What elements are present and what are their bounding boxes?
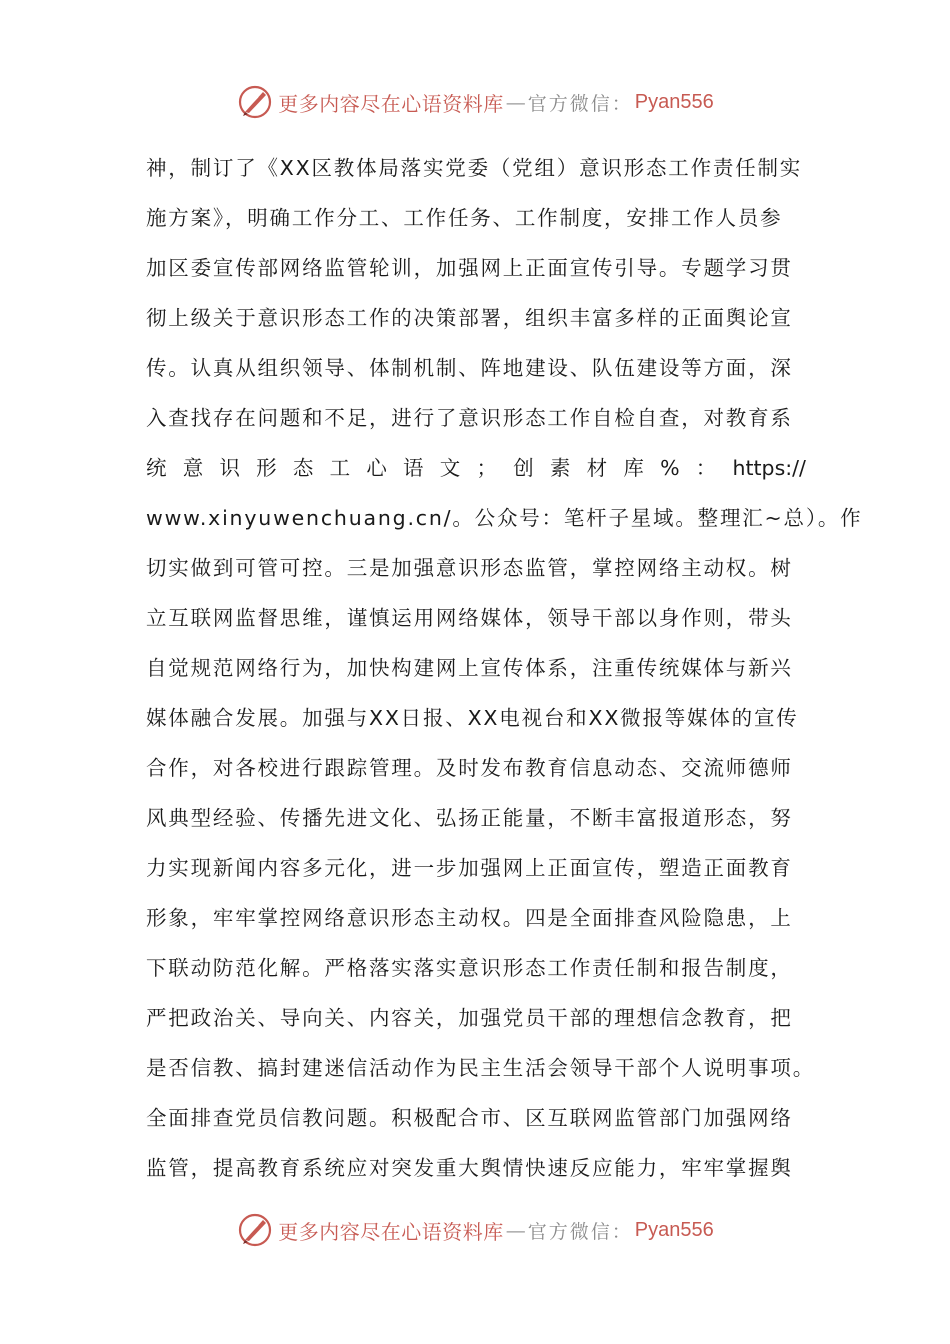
url-text: https:// bbox=[732, 456, 806, 480]
body-line: 全面排查党员信教问题。积极配合市、区互联网监管部门加强网络 bbox=[146, 1106, 793, 1130]
spread-char: 库 bbox=[623, 456, 644, 480]
footer-banner bbox=[0, 1210, 950, 1250]
body-line: 合作，对各校进行跟踪管理。及时发布教育信息动态、交流师德师 bbox=[146, 756, 793, 780]
spread-char: ； bbox=[476, 456, 497, 480]
body-line: 是否信教、搞封建迷信活动作为民主生活会领导干部个人说明事项。 bbox=[146, 1056, 815, 1080]
spread-char: 心 bbox=[366, 456, 387, 480]
header-banner-text: 更多内容尽在心语资料库 bbox=[278, 91, 504, 116]
body-line: 神，制订了《XX区教体局落实党委（党组）意识形态工作责任制实 bbox=[146, 156, 803, 180]
spread-char: 识 bbox=[219, 456, 240, 480]
body-line: 传。认真从组织领导、体制机制、阵地建设、队伍建设等方面，深 bbox=[146, 356, 793, 380]
spread-char: 素 bbox=[549, 456, 571, 480]
footer-banner-official: 官方微信： bbox=[527, 1220, 633, 1243]
footer-banner-wechat: Pyan556 bbox=[634, 1218, 714, 1241]
header-banner-official: 官方微信： bbox=[527, 92, 633, 115]
quill-logo-icon bbox=[236, 1211, 274, 1249]
spread-char: 语 bbox=[403, 456, 424, 480]
spread-char: 材 bbox=[586, 456, 608, 480]
body-line: 立互联网监督思维，谨慎运用网络媒体，领导干部以身作则，带头 bbox=[146, 606, 793, 630]
spread-char: % bbox=[660, 456, 680, 480]
body-line: 媒体融合发展。加强与XX日报、XX电视台和XX微报等媒体的宣传 bbox=[146, 706, 799, 730]
spread-line bbox=[146, 448, 806, 498]
body-line: 彻上级关于意识形态工作的决策部署，组织丰富多样的正面舆论宣 bbox=[146, 306, 793, 330]
spread-char: 统 bbox=[146, 456, 167, 480]
spread-char: 态 bbox=[292, 456, 314, 480]
body-line: 下联动防范化解。严格落实落实意识形态工作责任制和报告制度， bbox=[146, 956, 793, 980]
quill-logo-icon bbox=[236, 83, 274, 121]
header-banner-wechat: Pyan556 bbox=[634, 90, 714, 113]
spread-char: 形 bbox=[256, 456, 277, 480]
body-line: 风典型经验、传播先进文化、弘扬正能量，不断丰富报道形态，努 bbox=[146, 806, 793, 830]
body-line: 自觉规范网络行为，加快构建网上宣传体系，注重传统媒体与新兴 bbox=[146, 656, 793, 680]
spread-char: 文 bbox=[439, 456, 461, 480]
body-line: 形象，牢牢掌控网络意识形态主动权。四是全面排查风险隐患，上 bbox=[146, 906, 793, 930]
body-line: www.xinyuwenchuang.cn/。公众号：笔杆子星域。整理汇~总）。作 bbox=[146, 506, 863, 530]
body-line: 严把政治关、导向关、内容关，加强党员干部的理想信念教育，把 bbox=[146, 1006, 793, 1030]
header-banner-dash: — bbox=[505, 90, 526, 114]
body-line: 监管，提高教育系统应对突发重大舆情快速反应能力，牢牢掌握舆 bbox=[146, 1156, 793, 1180]
spread-char: 创 bbox=[513, 456, 534, 480]
spread-char: 意 bbox=[182, 456, 204, 480]
body-line: 切实做到可管可控。三是加强意识形态监管，掌控网络主动权。树 bbox=[146, 556, 793, 580]
body-line: 力实现新闻内容多元化，进一步加强网上正面宣传，塑造正面教育 bbox=[146, 856, 793, 880]
body-line: 施方案》，明确工作分工、工作任务、工作制度，安排工作人员参 bbox=[146, 206, 783, 230]
footer-banner-text: 更多内容尽在心语资料库 bbox=[278, 1219, 504, 1244]
document-body bbox=[146, 148, 863, 1198]
spread-char: 工 bbox=[329, 456, 351, 480]
footer-banner-dash: — bbox=[505, 1218, 526, 1242]
header-banner bbox=[0, 82, 950, 122]
body-line: 入查找存在问题和不足，进行了意识形态工作自检自查，对教育系 bbox=[146, 406, 793, 430]
body-line: 加区委宣传部网络监管轮训，加强网上正面宣传引导。专题学习贯 bbox=[146, 256, 793, 280]
spread-char: ： bbox=[695, 456, 717, 480]
